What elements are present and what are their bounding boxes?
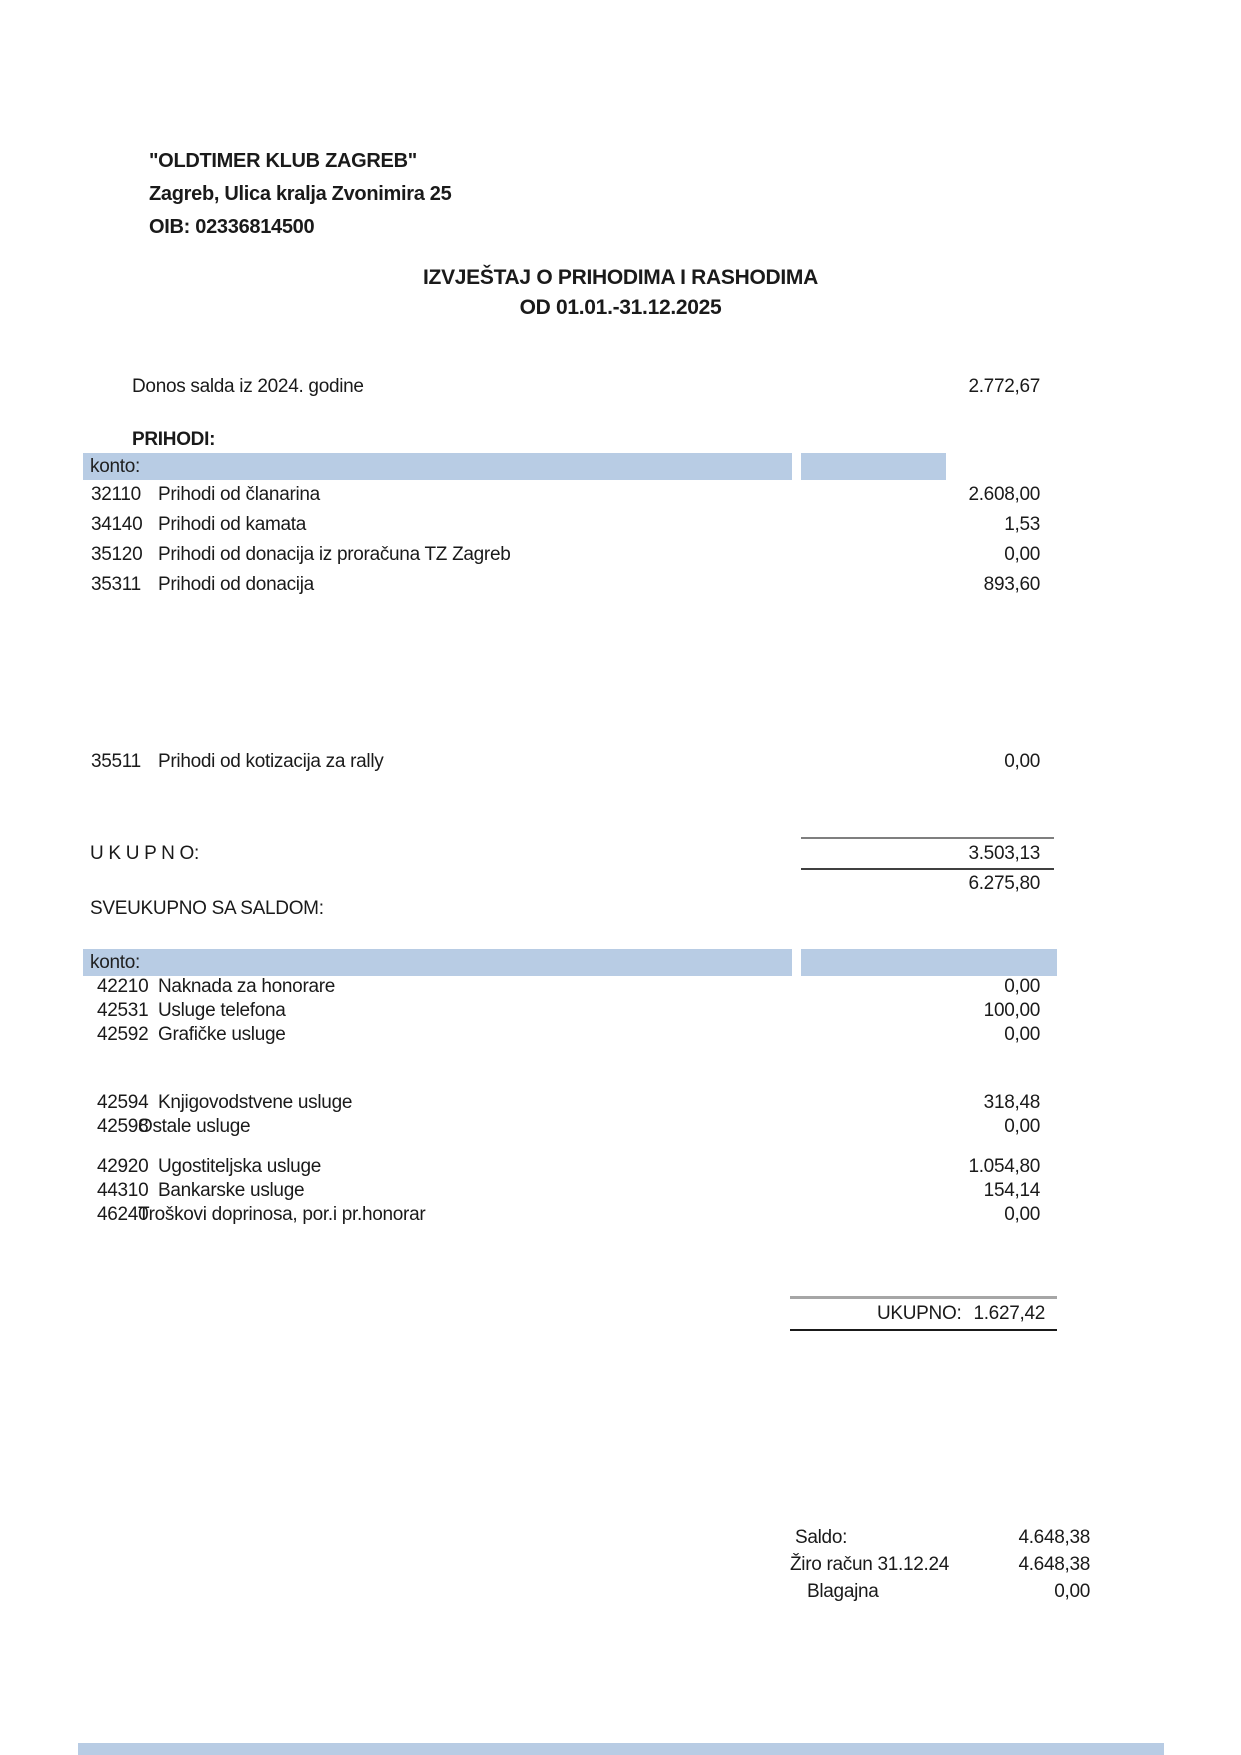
account-label: Ostale usluge [138,1116,251,1137]
expenses-total-rule-top [790,1296,1057,1299]
account-code: 44310 [97,1180,149,1201]
income-konto-bar-left [83,453,792,480]
account-code: 35311 [91,574,141,595]
account-code: 42531 [97,1000,149,1021]
with-balance-label: SVEUKUPNO SA SALDOM: [90,898,324,919]
account-value: 1.054,80 [968,1156,1040,1177]
account-value: 100,00 [983,1000,1040,1021]
org-name: "OLDTIMER KLUB ZAGREB" [149,150,417,172]
account-label: Knjigovodstvene usluge [158,1092,353,1113]
account-value: 0,00 [1004,751,1040,772]
summary-row [0,1526,1241,1550]
account-value: 0,00 [1004,544,1040,565]
income-row [0,513,1241,537]
income-heading-text: PRIHODI: [132,429,216,450]
account-value: 0,00 [1004,1204,1040,1225]
expense-row [0,1091,1241,1115]
expense-row [0,1023,1241,1047]
expenses-total-label: UKUPNO: [876,1303,962,1324]
account-label: Naknada za honorare [158,976,336,997]
account-value: 893,60 [983,574,1040,595]
expenses-konto-bar-right [801,949,1057,976]
account-label: Troškovi doprinosa, por.i pr.honorar [138,1204,426,1225]
report-period: OD 01.01.-31.12.2025 [519,296,722,319]
account-label: Prihodi od kamata [158,514,307,535]
expense-row [0,1115,1241,1139]
expenses-total-row [877,1302,1045,1326]
account-code: 34140 [91,514,143,535]
income-section-heading [0,428,1241,452]
account-code: 42920 [97,1156,149,1177]
summary-label: Saldo: [795,1527,848,1548]
income-total-label: U K U P N O: [90,843,200,864]
account-code: 42210 [97,976,149,997]
expense-row [0,1179,1241,1203]
account-value: 1,53 [1004,514,1040,535]
income-total-value: 3.503,13 [968,843,1040,864]
expenses-total-value: 1.627,42 [973,1303,1045,1324]
summary-value: 0,00 [1054,1581,1090,1602]
income-konto-label: konto: [90,456,140,477]
account-code: 32110 [91,484,141,505]
summary-value: 4.648,38 [1018,1554,1090,1575]
summary-value: 4.648,38 [1018,1527,1090,1548]
income-grand-total-value: 6.275,80 [968,873,1040,894]
account-label: Bankarske usluge [158,1180,305,1201]
account-value: 318,48 [983,1092,1040,1113]
opening-balance-row [0,375,1241,399]
account-value: 0,00 [1004,1024,1040,1045]
org-address: Zagreb, Ulica kralja Zvonimira 25 [149,183,452,205]
account-value: 0,00 [1004,976,1040,997]
account-label: Prihodi od članarina [158,484,320,505]
expense-row [0,1155,1241,1179]
expenses-total-rule-bottom [790,1329,1057,1331]
income-row [0,483,1241,507]
income-konto-bar-right [801,453,946,480]
account-code: 46240 [97,1204,149,1225]
account-code: 42592 [97,1024,149,1045]
expense-row [0,1203,1241,1227]
account-label: Prihodi od kotizacija za rally [158,751,384,772]
summary-row [0,1553,1241,1577]
income-total-rule-bottom [801,868,1054,870]
summary-label: Blagajna [807,1581,879,1602]
expense-row [0,975,1241,999]
expense-row [0,999,1241,1023]
income-row [0,750,1241,774]
org-oib: OIB: 02336814500 [149,216,315,238]
opening-balance-value: 2.772,67 [968,376,1040,397]
bottom-edge-bar [78,1743,1164,1755]
income-total-rule-top [801,837,1054,839]
expenses-konto-label: konto: [90,952,140,973]
account-label: Grafičke usluge [158,1024,286,1045]
account-value: 2.608,00 [968,484,1040,505]
opening-balance-label: Donos salda iz 2024. godine [132,376,364,397]
account-code: 42594 [97,1092,149,1113]
summary-label: Žiro račun 31.12.24 [790,1554,950,1575]
account-value: 154,14 [983,1180,1040,1201]
income-row [0,543,1241,567]
account-code: 42598 [97,1116,149,1137]
account-label: Prihodi od donacija iz proračuna TZ Zagreb [158,544,511,565]
expenses-konto-bar-left [83,949,792,976]
report-title: IZVJEŠTAJ O PRIHODIMA I RASHODIMA [423,266,818,289]
account-label: Prihodi od donacija [158,574,314,595]
account-code: 35511 [91,751,141,772]
income-total-row [0,842,1241,866]
income-grand-total-row [0,872,1241,896]
summary-row [0,1580,1241,1604]
account-code: 35120 [91,544,143,565]
account-value: 0,00 [1004,1116,1040,1137]
account-label: Ugostiteljska usluge [158,1156,321,1177]
with-balance-row [0,897,1241,921]
account-label: Usluge telefona [158,1000,286,1021]
income-row [0,573,1241,597]
